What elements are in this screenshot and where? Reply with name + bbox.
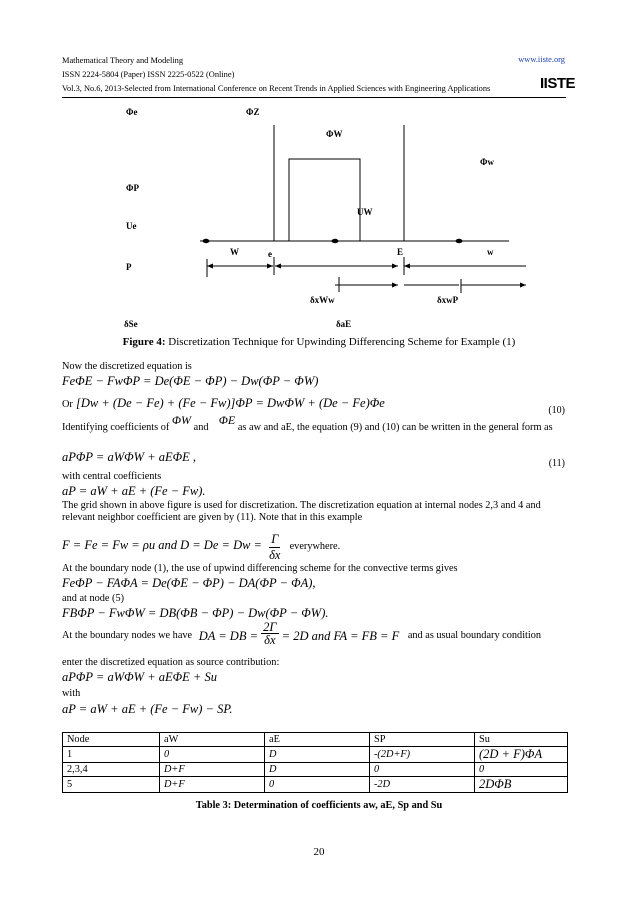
equation-da-db-right: = 2D and FA = FB = F bbox=[281, 629, 400, 643]
table-cell: D+F bbox=[160, 763, 265, 777]
equation-f-d bbox=[62, 532, 340, 563]
label-dx-wp: δxwP bbox=[437, 295, 459, 305]
discretization-figure bbox=[114, 107, 534, 332]
fraction-2gamma-dx bbox=[261, 621, 278, 646]
table-caption: Table 3: Determination of coefficients aw, aE, Sp and Su bbox=[195, 800, 443, 811]
paragraph-grid: The grid shown in above figure is used for discretization. The discretization equation at internal nodes 2,3 and 4 and relevant neighbor coefficient are given by (11). Note that in this example bbox=[62, 500, 541, 523]
fraction-2gamma-denominator: δx bbox=[264, 633, 276, 647]
label-node-e-lower: e bbox=[268, 249, 272, 259]
label-node-e-upper: E bbox=[397, 247, 404, 257]
paragraph-central: with central coefficients bbox=[62, 471, 162, 482]
fraction-gamma-dx bbox=[269, 532, 280, 563]
equation-da-db-left: DA = DB = bbox=[198, 629, 259, 643]
table-header-cell: aW bbox=[160, 733, 265, 747]
label-phi-z: ΦZ bbox=[246, 107, 260, 117]
equation-discretized: FeΦE − FwΦP = De(ΦE − ΦP) − Dw(ΦP − ΦW) bbox=[62, 374, 319, 388]
label-node-p: P bbox=[126, 262, 132, 272]
identifying-text: Identifying coefficients of bbox=[62, 422, 170, 433]
table-cell: -(2D+F) bbox=[370, 747, 475, 763]
label-node-w-lower: w bbox=[487, 247, 494, 257]
label-u-w: UW bbox=[357, 207, 373, 217]
everywhere-text: everywhere. bbox=[289, 541, 341, 552]
paragraph-boundary-1: At the boundary node (1), the use of upwind differencing scheme for the convective terms gives bbox=[62, 563, 458, 574]
paragraph-source: enter the discretized equation as source contribution: bbox=[62, 657, 280, 668]
label-dae: δaE bbox=[336, 319, 352, 329]
table-cell: (2D + F)ΦA bbox=[475, 747, 568, 763]
equation-ap: aP = aW + aE + (Fe − Fw) − SP. bbox=[62, 702, 233, 716]
paragraph-node-5: and at node (5) bbox=[62, 593, 125, 604]
table-header-row bbox=[63, 733, 568, 747]
equation-10 bbox=[62, 396, 385, 411]
label-phi-w-lower: Φw bbox=[480, 157, 494, 167]
fraction-numerator: Γ bbox=[269, 532, 280, 548]
label-dx-ww: δxWw bbox=[310, 295, 335, 305]
node-dot-p bbox=[203, 239, 210, 243]
label-phi-e: Φe bbox=[126, 107, 138, 117]
coefficients-table bbox=[62, 732, 568, 793]
figure-caption bbox=[0, 336, 638, 348]
identifying-text-rest: as aw and aE, the equation (9) and (10) can be written in the general form as bbox=[237, 422, 553, 433]
table-row bbox=[63, 747, 568, 763]
figure-caption-text: Discretization Technique for Upwinding Differencing Scheme for Example (1) bbox=[165, 336, 516, 348]
table-cell: D bbox=[265, 763, 370, 777]
paragraph-identifying bbox=[62, 413, 568, 434]
table-header-cell: SP bbox=[370, 733, 475, 747]
page-number: 20 bbox=[313, 846, 325, 858]
table-row bbox=[63, 777, 568, 793]
volume-line: Vol.3, No.6, 2013-Selected from International Conference on Recent Trends in Applied Sciences with Engineering Applications bbox=[62, 84, 491, 93]
node-dot-e bbox=[456, 239, 463, 243]
phi-e-symbol: ΦE bbox=[218, 413, 236, 427]
table-cell: 0 bbox=[475, 763, 568, 777]
table-cell: 2DΦB bbox=[475, 777, 568, 793]
label-dse: δSe bbox=[124, 319, 138, 329]
label-phi-w-upper: ΦW bbox=[326, 129, 343, 139]
equation-boundary-5: FBΦP − FwΦW = DB(ΦB − ΦP) − Dw(ΦP − ΦW). bbox=[62, 606, 329, 620]
equation-11: aPΦP = aWΦW + aEΦE , bbox=[62, 450, 197, 464]
table-cell: D+F bbox=[160, 777, 265, 793]
equation-10-body: [Dw + (De − Fe) + (Fe − Fw)]ΦP = DwΦW + (De − Fe)Φe bbox=[76, 396, 385, 410]
and-text: and bbox=[193, 422, 209, 433]
equation-boundary-1: FeΦP − FAΦA = De(ΦE − ΦP) − DA(ΦP − ΦA), bbox=[62, 576, 316, 590]
table-header-cell: Node bbox=[63, 733, 160, 747]
label-phi-p: ΦP bbox=[126, 183, 139, 193]
paragraph-intro: Now the discretized equation is bbox=[62, 361, 192, 372]
boundary-nodes-text: At the boundary nodes we have bbox=[62, 630, 193, 641]
table-cell: 0 bbox=[370, 763, 475, 777]
figure-caption-label: Figure 4: bbox=[122, 336, 166, 348]
equation-source: aPΦP = aWΦW + aEΦE + Su bbox=[62, 670, 217, 684]
table-cell: 5 bbox=[63, 777, 160, 793]
journal-title: Mathematical Theory and Modeling bbox=[62, 56, 184, 65]
table-cell: D bbox=[265, 747, 370, 763]
table-header-cell: Su bbox=[475, 733, 568, 747]
table-header-cell: aE bbox=[265, 733, 370, 747]
issn-line: ISSN 2224-5804 (Paper) ISSN 2225-0522 (Online) bbox=[62, 70, 235, 79]
equation-f-d-left: F = Fe = Fw = ρu and D = De = Dw = bbox=[62, 538, 262, 552]
equation-central-coeff: aP = aW + aE + (Fe − Fw). bbox=[62, 484, 206, 498]
node-dot-w bbox=[332, 239, 339, 243]
table-cell: 0 bbox=[160, 747, 265, 763]
table-cell: 0 bbox=[265, 777, 370, 793]
label-u-e: Ue bbox=[126, 221, 137, 231]
phi-w-box bbox=[289, 159, 360, 241]
or-word: Or bbox=[62, 399, 73, 410]
fraction-2gamma-numerator: 2Γ bbox=[263, 620, 277, 634]
table-cell: -2D bbox=[370, 777, 475, 793]
label-node-w-upper: W bbox=[230, 247, 239, 257]
paragraph-with: with bbox=[62, 688, 81, 699]
phi-w-symbol: ΦW bbox=[171, 413, 192, 427]
paragraph-boundary-nodes bbox=[62, 621, 568, 646]
equation-number-11: (11) bbox=[548, 458, 565, 469]
table-cell: 2,3,4 bbox=[63, 763, 160, 777]
iiste-logo: IISTE bbox=[540, 75, 576, 92]
fraction-denominator: δx bbox=[269, 548, 281, 562]
equation-number-10: (10) bbox=[548, 405, 565, 416]
boundary-condition-text: and as usual boundary condition bbox=[407, 630, 542, 641]
equation-da-db bbox=[199, 621, 400, 646]
table-cell: 1 bbox=[63, 747, 160, 763]
header-rule bbox=[62, 97, 566, 98]
table-row bbox=[63, 763, 568, 777]
journal-url[interactable]: www.iiste.org bbox=[518, 55, 565, 64]
